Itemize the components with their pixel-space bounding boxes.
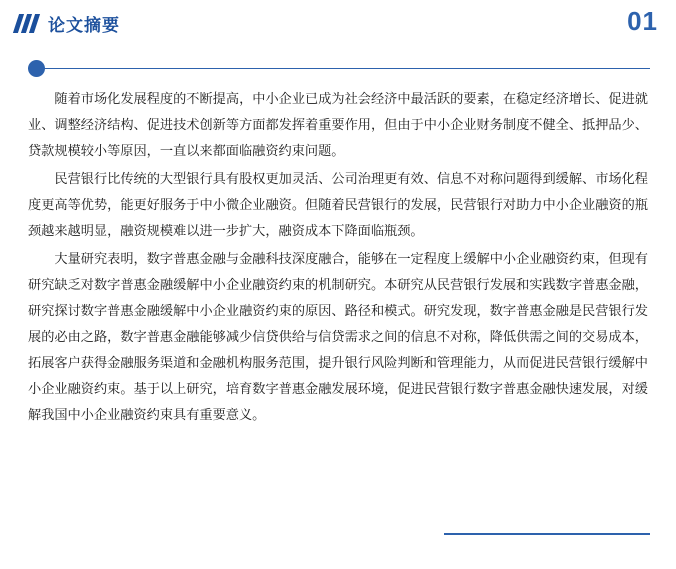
page-title: 论文摘要 <box>48 16 120 35</box>
page-number: 01 <box>627 6 658 36</box>
paragraph: 随着市场化发展程度的不断提高，中小企业已成为社会经济中最活跃的要素，在稳定经济增长、促进就业、调整经济结构、促进技术创新等方面都发挥着重要作用，但由于中小企业财务制度不健全、抵押品少、贷款规模较小等原因，一直以来都面临融资约束问题。 <box>28 91 648 158</box>
paragraph: 民营银行比传统的大型银行具有股权更加灵活、公司治理更有效、信息不对称问题得到缓解、市场化程度更高等优势，能更好服务于中小微企业融资。但随着民营银行的发展，民营银行对助力中小企业融资的瓶颈越来越明显，融资规模难以进一步扩大，融资成本下降面临瓶颈。 <box>28 171 648 238</box>
footer-divider <box>444 533 650 535</box>
paragraph: 大量研究表明，数字普惠金融与金融科技深度融合，能够在一定程度上缓解中小企业融资约束，但现有研究缺乏对数字普惠金融缓解中小企业融资约束的机制研究。本研究从民营银行发展和实践数字普惠金融，研究探讨数字普惠金融缓解中小企业融资约束的原因、路径和模式。研究发现，数字普惠金融是民营银行发展的必由之路，数字普惠金融能够减少信贷供给与信贷需求之间的信息不对称，降低供需之间的交易成本，拓展客户获得金融服务渠道和金融机构服务范围，提升银行风险判断和管理能力，从而促进民营银行缓解中小企业融资约束。基于以上研究，培育数字普惠金融发展环境，促进民营银行数字普惠金融快速发展，对缓解我国中小企业融资约束具有重要意义。 <box>28 251 648 422</box>
bullet-dot-icon <box>28 60 45 77</box>
slash-decoration-icon <box>16 14 37 33</box>
header-divider <box>28 68 650 69</box>
slide-header <box>0 0 676 48</box>
abstract-body <box>28 86 648 430</box>
